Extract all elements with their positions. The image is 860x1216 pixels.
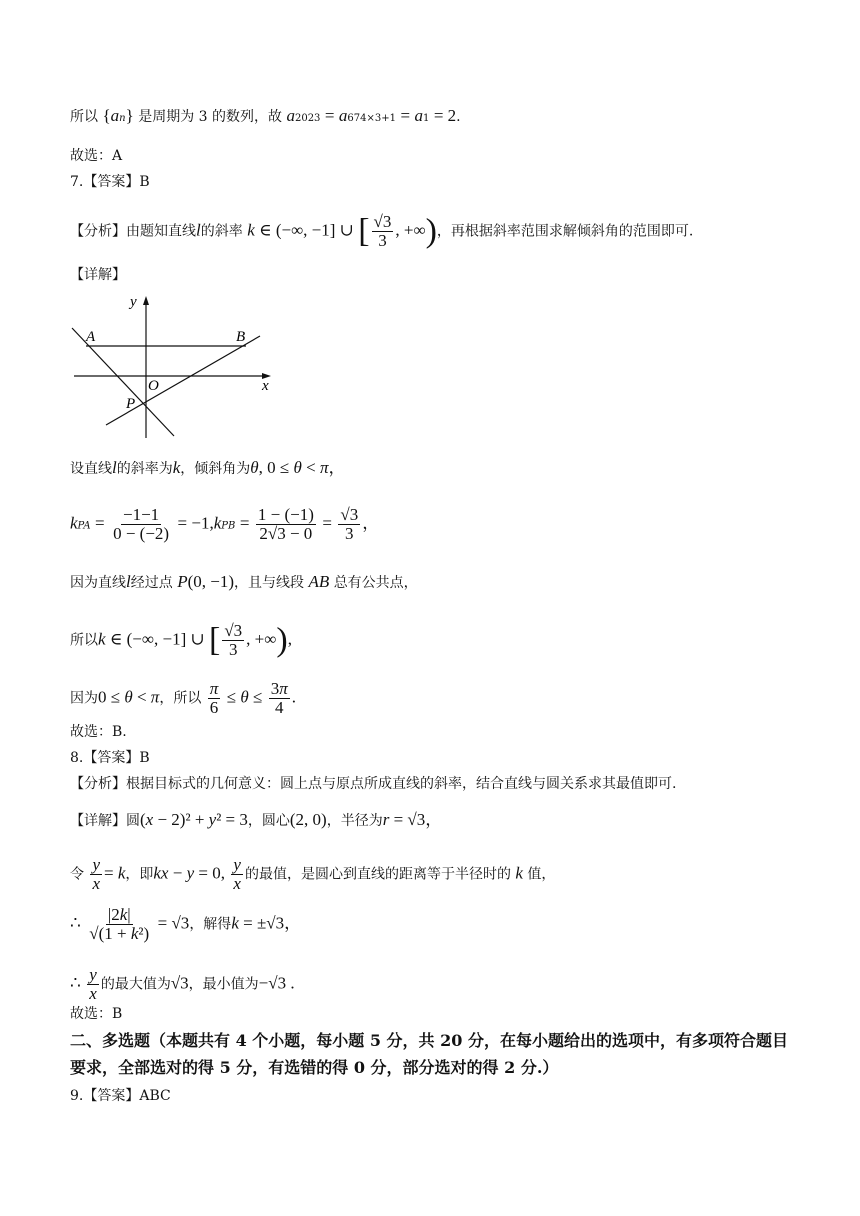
math: PA xyxy=(77,520,91,532)
math: , +∞ xyxy=(395,220,426,240)
math: PB xyxy=(221,520,236,532)
math: k xyxy=(98,629,106,649)
math: $\frac{y}{x}$ xyxy=(92,855,100,893)
math: $\frac{√3}{3}$ xyxy=(340,505,359,543)
math: [ xyxy=(358,212,370,250)
period-line xyxy=(70,106,461,129)
math: k xyxy=(515,863,523,883)
math: ∈ (−∞, −1] ∪ xyxy=(105,629,209,649)
math: , +∞ xyxy=(246,629,277,649)
text: 的最大值为 xyxy=(100,976,171,993)
text: 所以 xyxy=(70,109,98,125)
math: 2023 xyxy=(294,113,321,124)
math: = 2 xyxy=(433,106,457,125)
math: $\frac{√3}{3}$ xyxy=(224,621,243,659)
fig-label-y: y xyxy=(130,294,137,310)
math: ( xyxy=(140,810,146,829)
math: k xyxy=(247,220,255,240)
text: ，解得 xyxy=(189,916,232,933)
text: 因为直线 xyxy=(70,575,126,591)
q7-choose: 故选：B. xyxy=(70,724,127,740)
text: ，倾斜角为 xyxy=(180,461,251,477)
text: ，半径为 xyxy=(326,813,383,829)
math: l xyxy=(112,458,117,477)
q8-let xyxy=(70,856,555,893)
math: −√3 . xyxy=(258,973,295,993)
math: 1 xyxy=(423,113,430,124)
math: x xyxy=(145,810,154,829)
q7-slope-line: 设直线l的斜率为k，倾斜角为θ, 0 ≤ θ < π， xyxy=(70,458,346,477)
math: ≤ xyxy=(226,687,241,707)
math: $\frac{1 - (-1)}{2√3 - 0}$ xyxy=(257,505,314,543)
math: = xyxy=(239,513,250,533)
math: $\frac{3\pi}{4}$ xyxy=(270,679,288,717)
fig-label-x: x xyxy=(262,378,269,394)
math: l xyxy=(126,572,131,591)
math: y xyxy=(186,863,195,883)
q7-theta-range: 因为0 ≤ θ < π，所以 $\frac{\pi}{6}$ ≤ θ ≤ $\frac{3\pi}{4}$ . xyxy=(70,679,297,717)
math: = xyxy=(322,513,332,533)
q7-through-point xyxy=(70,572,418,593)
math: P xyxy=(177,572,188,591)
text: 的斜率为 xyxy=(116,461,173,477)
q8-detail: 【详解】圆(x − 2)² + y² = 3，圆心(2, 0)，半径为r = √3， xyxy=(70,810,443,829)
text: ，所以 xyxy=(159,690,202,707)
text: 是周期为 3 的数列，故 xyxy=(138,109,283,125)
math: ≤ xyxy=(248,687,263,707)
math: ∈ (−∞, −1] ∪ xyxy=(254,220,359,240)
math: r xyxy=(382,810,390,829)
math: = √3 xyxy=(389,810,426,829)
math: ∴ xyxy=(70,973,81,993)
q8-solve: ∴ $\frac{|2k|}{\text{√(1 + k²)}}$ = √3，解得k = ±√3， xyxy=(70,905,302,943)
math: l xyxy=(196,220,201,240)
math: θ xyxy=(250,458,259,477)
math: n xyxy=(119,113,126,124)
q7-analysis xyxy=(70,213,693,250)
math: (0, −1) xyxy=(187,572,234,591)
math: } xyxy=(125,106,134,125)
text: 值， xyxy=(527,866,556,883)
math: = xyxy=(324,106,335,125)
math: ² = 3 xyxy=(216,810,248,829)
math: k xyxy=(117,863,126,883)
math: = xyxy=(104,863,118,883)
math: < xyxy=(301,458,320,477)
q7-answer: 7.【答案】B xyxy=(70,174,150,190)
choose-a: 故选：A xyxy=(70,148,123,164)
math: = xyxy=(95,513,105,533)
coordinate-figure xyxy=(66,292,281,442)
math: k xyxy=(172,458,181,477)
text: 【分析】由题知直线 xyxy=(70,223,196,240)
math: kx xyxy=(153,863,169,883)
math: θ xyxy=(240,687,249,707)
math: ) xyxy=(276,621,288,659)
text: 【详解】圆 xyxy=(70,813,140,829)
text: 总有公共点， xyxy=(333,575,418,591)
math: = ±√3 xyxy=(238,913,285,933)
math: √3 xyxy=(170,973,189,993)
q7-slopes-formula: kPA = $\frac{-1-1}{0 - (-2)}$ = −1,kPB = $\frac{1 - (-1)}{2√3 - 0}$ = $\frac{√3}{3}$ ， xyxy=(70,505,380,543)
math: ) xyxy=(425,212,437,250)
q8-answer: 8.【答案】B xyxy=(70,750,150,766)
math: $\frac{y}{x}$ xyxy=(89,965,97,1003)
math: [ xyxy=(209,621,221,659)
math: a xyxy=(110,106,120,125)
math: π xyxy=(150,687,160,707)
math: { xyxy=(102,106,111,125)
math: k xyxy=(213,513,222,533)
q8-choose: 故选：B xyxy=(70,1006,123,1022)
math: − xyxy=(168,863,187,883)
math: = √3 xyxy=(157,913,190,933)
text: 的最值，是圆心到直线的距离等于半径时的 xyxy=(244,866,511,883)
math: ∴ xyxy=(70,913,81,933)
math: AB xyxy=(308,572,330,591)
math: 674×3+1 xyxy=(347,113,396,124)
fig-label-o: O xyxy=(148,378,159,394)
math: a xyxy=(414,106,423,125)
math: y xyxy=(208,810,217,829)
q7-k-range: 所以k ∈ (−∞, −1] ∪ [ $\frac{√3}{3}$ , +∞), xyxy=(70,621,292,659)
math: θ xyxy=(293,458,302,477)
math: − 2)² + xyxy=(153,810,209,829)
math: = xyxy=(400,106,411,125)
math: < xyxy=(132,687,151,707)
math: k xyxy=(231,913,239,933)
text: 令 xyxy=(70,866,84,883)
text: . xyxy=(456,109,461,125)
fig-label-p: P xyxy=(126,396,136,412)
math: k xyxy=(70,513,78,533)
math: π xyxy=(319,458,329,477)
q9-answer: 9.【答案】ABC xyxy=(70,1088,171,1104)
math: (2, 0) xyxy=(289,810,327,829)
text: 所以 xyxy=(70,632,98,649)
q8-max-min xyxy=(70,966,295,1003)
text: 经过点 xyxy=(130,575,173,591)
text: 设直线 xyxy=(70,461,112,477)
text: ，圆心 xyxy=(247,813,290,829)
math: a xyxy=(338,106,348,125)
text: ，即 xyxy=(125,866,154,883)
fig-label-a: A xyxy=(86,329,96,345)
text: 因为 xyxy=(70,690,98,707)
math: $\frac{y}{x}$ xyxy=(233,855,241,893)
math: θ xyxy=(124,687,133,707)
q8-analysis: 【分析】根据目标式的几何意义：圆上点与原点所成直线的斜率，结合直线与圆关系求其最值即可. xyxy=(70,776,677,792)
math: $\frac{-1-1}{0 - (-2)}$ xyxy=(113,505,170,543)
math: = 0, xyxy=(194,863,225,883)
math: $\frac{√3}{3}$ xyxy=(373,212,392,250)
text: ，最小值为 xyxy=(188,976,259,993)
math: 0 ≤ xyxy=(98,687,125,707)
text: ，再根据斜率范围求解倾斜角的范围即可. xyxy=(436,223,694,240)
text: ，且与线段 xyxy=(234,575,304,591)
math: $\frac{|2k|}{\text{√(1 + k²)}}$ xyxy=(89,905,150,943)
math: a xyxy=(286,106,295,125)
math: , 0 ≤ xyxy=(258,458,294,477)
section-2-heading: 二、多选题（本题共有 4 个小题，每小题 5 分，共 20 分，在每小题给出的选项中，有多项符合题目要求，全部选对的得 5 分，有选错的得 0 分，部分选对的得 2 分.） xyxy=(70,1031,788,1077)
text: 的斜率 xyxy=(200,223,243,240)
fig-label-b: B xyxy=(236,329,246,345)
q7-detail: 【详解】 xyxy=(70,267,126,283)
math: = −1, xyxy=(177,513,214,533)
math: $\frac{\pi}{6}$ xyxy=(209,679,219,717)
